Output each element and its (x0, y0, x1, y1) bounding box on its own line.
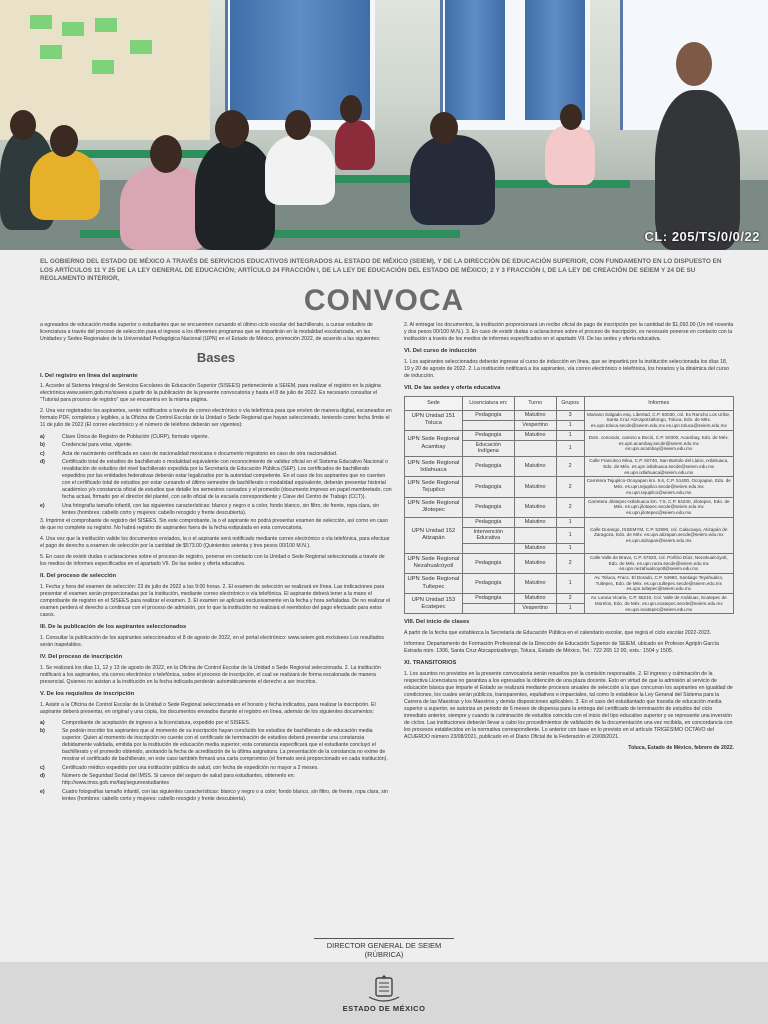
list-item (40, 765, 392, 772)
sede-cell: UPN Unidad 152 Atizapán (405, 517, 463, 553)
section-heading: I. Del registro en línea del aspirante (40, 372, 138, 379)
table-header-row (405, 396, 734, 410)
licenciatura-cell: Pedagogía (462, 457, 514, 477)
student-head (215, 110, 249, 148)
licenciatura-cell: Pedagogía (462, 477, 514, 497)
column-header: Turno (514, 396, 556, 410)
photo-code: CL: 205/TS/0/0/22 (644, 229, 760, 244)
signature-block (0, 938, 768, 959)
licenciatura-cell: Pedagogía (462, 497, 514, 517)
turno-cell: Matutino (514, 410, 556, 420)
list-key: e) (40, 502, 45, 509)
wall-poster (95, 18, 117, 32)
section-heading: III. De la publicación de los aspirantes seleccionados (40, 624, 187, 631)
paragraph: 1. Acceder al Sistema Integral de Servicios Escolares de Educación Superior (SISEES) perteneciente a SEIEM, para realizar el registro en la página electrónica www.seiem.gob.mx/sisees a partir de la publicación de la presente convocatoria y hasta el 8 de julio de 2022. Es necesario consultar el "Tutorial para proceso de registro" que se encuentra en la misma página. (40, 383, 381, 404)
list-item (40, 720, 392, 727)
list-item (40, 728, 392, 763)
section-heading: XI. TRANSITORIOS (404, 660, 457, 667)
page-title: CONVOCA (303, 284, 465, 317)
column-header: Informes (584, 396, 733, 410)
student (195, 140, 275, 250)
licenciatura-cell (462, 544, 514, 554)
list-key: b) (40, 728, 45, 735)
licenciatura-cell: Pedagogía (462, 573, 514, 593)
paragraph: A partir de la fecha que establezca la Secretaría de Educación Pública en el calendario escolar, que regirá el ciclo escolar 2022-2023. (404, 630, 712, 637)
window-curtain (445, 0, 505, 120)
sede-cell: UPN Sede Regional Jilotepec (405, 497, 463, 517)
wall-poster (130, 40, 152, 54)
list-key: d) (40, 459, 45, 466)
sede-cell: UPN Sede Regional Nezahualcóyotl (405, 553, 463, 573)
list-item (40, 442, 392, 449)
informes-cell: Calle Francisco Mina, C.P. 50740, San Bartolo del Llano, Ixtlahuaca, Edo. de Méx. es.upn.ixtlahuaca.secde@seiem.edu.mx es.upn.ixtlahuaca@seiem.edu.mx (584, 457, 733, 477)
student (545, 125, 595, 185)
table-row (405, 594, 734, 604)
informes-cell: Calle Valle de Bravo, C.P. 57520, col. Porfirio Díaz, Nezahualcóyotl, Edo. de Méx. es.upn.neza.secde@seiem.edu.mx es.upn.nezahualcoyotl@seiem.edu.mx (584, 553, 733, 573)
licenciatura-cell (462, 604, 514, 614)
list-item (40, 459, 392, 501)
intro-paragraph: EL GOBIERNO DEL ESTADO DE MÉXICO A TRAVÉS DE SERVICIOS EDUCATIVOS INTEGRADOS AL ESTADO DE MÉXICO (SEIEM), Y DE LA DIRECCIÓN DE EDUCACIÓN SUPERIOR, CON FUNDAMENTO EN LO DISPUESTO EN LOS ARTÍCULOS 11 Y 25 DE LA LEY GENERAL DE EDUCACIÓN; ARTÍCULO 24 FRACCIÓN I, DE LA LEY DE EDUCACIÓN DEL ESTADO DE MÉXICO; 2 Y 3 FRACCIÓN I, DE LA LEY DE CREACIÓN DE SEIEM Y 24 DE SU REGLAMENTO INTERIOR, (40, 258, 722, 283)
lead-paragraph: a egresados de educación media superior o estudiantes que se encuentren cursando el último ciclo escolar del bachillerato, a cursar estudios de licenciatura a través del proceso de selección para el ingreso a los diferentes programas que se impartirán en la modalidad escolarizada, en las Unidades y Sedes Regionales de la Universidad Pedagógica Nacional (UPN) en el Estado de México, promoción 2022, de acuerdo a las siguientes: (40, 322, 381, 343)
wall-poster (92, 60, 114, 74)
turno-cell: Vespertino (514, 604, 556, 614)
licenciatura-cell (462, 420, 514, 430)
student (30, 150, 100, 220)
grupos-cell: 1 (556, 517, 584, 527)
paragraph: 1. Los aspirantes seleccionados deberán ingresar al curso de inducción en línea, que se impartirá por la institución seleccionada los días 18, 19 y 20 de agosto de 2022. 2. La institución notificará a los aspirantes, vía correo electrónico o telefónica, los horarios y la dinámica del curso de inducción. (404, 358, 729, 379)
grupos-cell: 2 (556, 477, 584, 497)
rubrica-label: (RÚBRICA) (364, 950, 404, 959)
sede-cell: UPN Sede Regional Ixtlahuaca (405, 457, 463, 477)
licenciatura-cell: Educación Indígena (462, 440, 514, 457)
wall-poster (40, 45, 62, 59)
right-column (404, 322, 734, 752)
paragraph: 2. Una vez registrados los aspirantes, serán notificados a través de correo electrónico o vía telefónica para que envíen de manera digital, escaneados en formato PDF, completos y legibles, a la Oficina de Control Escolar de la Unidad o Sede Regional que hayan seleccionado, teniendo como fecha límite el 11 de julio de 2022 (El correo electrónico y el número de teléfono deberán ser vigentes): (40, 408, 392, 429)
list-value: Certificado médico expedido por una institución pública de salud, con fecha de expedición no mayor a 2 meses. (62, 764, 319, 771)
wall-poster (30, 15, 52, 29)
informes-cell: Av. Toluca, Fracc. El Dorado, C.P. 54960, Santiago Teyahualco, Tultepec, Edo. de Méx. es.upn.tultepec.secde@seiem.edu.mx es.upn.tultepec@seiem.edu.mx (584, 573, 733, 593)
turno-cell: Matutino (514, 497, 556, 517)
table-row (405, 410, 734, 420)
table-row (405, 553, 734, 573)
grupos-cell: 2 (556, 594, 584, 604)
table-row (405, 430, 734, 440)
table-row (405, 477, 734, 497)
student-head (285, 110, 311, 140)
classroom-photo (0, 0, 768, 250)
list-value: Certificado total de estudios de bachillerato o modalidad equivalente con reconocimiento de validez oficial en el Sistema Educativo Nacional o revalidación de estudios del nivel bachillerato expedida por la Secretaría de Educación Pública (SEP). Los certificados de bachillerato expedidos por las entidades federativas deberán estar legalizados por la autoridad competente. En el caso de los aspirantes que no cuenten con el certificado total de estudios por estar cursando el último semestre de bachillerato o modalidad equivalente, deberán presentar historial académico y/o constancia oficial de estudios que detalle los semestres cursados y el promedio (documento impreso en papel membretado, con fecha actual, firmado por el director del plantel, con sello oficial de la escuela correspondiente y Clave del Centro de Trabajo (CCT)). (62, 459, 392, 501)
list-item (40, 503, 392, 517)
sedes-table (404, 396, 734, 615)
list-value: Clave Única de Registro de Población (CURP), formato vigente. (62, 433, 210, 440)
grupos-cell: 3 (556, 410, 584, 420)
list-key: c) (40, 764, 45, 771)
informes-cell: Mariano Salgado esq. Libertad, C.P. 50030, col. Ex Rancho Los Uribe, Santa Cruz Atzcapotzaltongo, Toluca, Edo. de Méx. es.upn.toluca.secde@seiem.edu.mx es.upn.toluca@seiem.edu.mx (584, 410, 733, 430)
turno-cell: Matutino (514, 517, 556, 527)
list-value: Una fotografía tamaño infantil, con las siguientes características: blanco y negro o a color, fondo blanco, sin filtro, de frente, ropa clara, sin lentes (hombres: cabello corto y mujeres: cabello recogido y frente descubierta). (62, 502, 380, 516)
turno-cell: Matutino (514, 477, 556, 497)
paragraph: 1. Consultar la publicación de los aspirantes seleccionados el 8 de agosto de 2022, en el portal electrónico: www.seiem.gob.mx/sisees Los resultados serán inapelables. (40, 634, 385, 648)
licenciatura-cell: Pedagogía (462, 553, 514, 573)
informes-cell: Carretera Tejupilco-Ocoyapan km. 5.6, C.P. 51400, Ocoyapan, Edo. de Méx. es.upn.tejupilco.secde@seiem.edu.mx es.upn.tejupilco@seiem.edu.mx (584, 477, 733, 497)
paragraph: 1. Se realizará los días 11, 12 y 13 de agosto de 2022, en la Oficina de Control Escolar de la Unidad o Sede Regional seleccionada. 2. La institución notificará a los aspirantes, vía correo electrónico o telefónica, sobre el proceso de inscripción, el cual se realizará de forma escalonada de manera presencial. Quienes no asistan a la institución en la fecha indicada perderán automáticamente el derecho a ser inscritos. (40, 664, 381, 685)
bases-heading: Bases (196, 350, 236, 366)
informes-paragraph: Informes: Departamento de Formación Profesional de la Dirección de Educación Superior de SEIEM, ubicado en Profesor Agripín García Estrada núm. 1306, Santa Cruz Atzcapotzaltongo, Toluca, Estado de México, Tel.: 722 265 12 00, exts.: 1504 y 1505. (404, 641, 719, 655)
section-heading: VIII. Del inicio de clases (404, 619, 470, 626)
list-key: d) (40, 773, 45, 780)
sede-cell: UPN Unidad 151 Toluca (405, 410, 463, 430)
licenciatura-cell: Pedagogía (462, 410, 514, 420)
list-item (40, 434, 392, 441)
list-key: c) (40, 450, 45, 457)
informes-cell: Carretera Jilotepec-Ixtlahuaca km. 7.5, C.P. 54240, Jilotepec, Edo. de Méx. es.upn.jilotepec.secde@seiem.edu.mx es.upn.jilotepec@seiem.edu.mx (584, 497, 733, 517)
turno-cell (514, 440, 556, 457)
estado-de-mexico-crest-icon (365, 975, 403, 1003)
student-head (560, 104, 582, 130)
table-row (405, 517, 734, 527)
section-heading: II. Del proceso de selección (40, 573, 117, 580)
grupos-cell: 2 (556, 497, 584, 517)
place-date: Toluca, Estado de México, febrero de 2022. (628, 745, 734, 752)
paragraph: 2. Al entregar los documentos, la institución proporcionará un recibo oficial de pago de inscripción por la cantidad de $1,092.00 (Un mil noventa y dos pesos 00/100 M.N.). 3. En caso de existir dudas o aclaraciones sobre el proceso de inscripción, es necesario ponerse en contacto con la institución a través de los medios de informes especificados en el apartado VII. De las sedes y oferta educativa. (404, 322, 734, 343)
section-heading: VI. Del curso de inducción (404, 348, 477, 355)
grupos-cell: 1 (556, 440, 584, 457)
grupos-cell: 1 (556, 604, 584, 614)
student-head (150, 135, 182, 173)
turno-cell: Matutino (514, 573, 556, 593)
table-row (405, 497, 734, 517)
window-curtain (525, 0, 585, 120)
inscription-list (40, 720, 392, 803)
table-row (405, 573, 734, 593)
student (335, 120, 375, 170)
sede-cell: UPN Sede Regional Acambay (405, 430, 463, 456)
licenciatura-cell: Intervención Educativa (462, 527, 514, 544)
list-value: Credencial para votar, vigente. (62, 442, 133, 449)
estado-de-mexico-label: ESTADO DE MÉXICO (342, 1004, 426, 1013)
informes-cell: Av. Leona Vicario, C.P. 55210, Col. Valle de Anáhuac, Ecatepec de Morelos, Edo. de Méx. es.upn.ecatepec.secde@seiem.edu.mx es.upn.ecatepec@seiem.edu.mx (584, 594, 733, 614)
grupos-cell: 2 (556, 553, 584, 573)
list-value: Se podrán inscribir los aspirantes que al momento de su inscripción hayan concluido los estudios de bachillerato o de educación media superior. Quien al momento de inscripción no cuente con el certificado de terminación de estudios deberá presentar una constancia debidamente validada, emitida por la institución de educación media superior; esta constancia especificará que el estudiante concluyó el bachillerato y el promedio obtenido, anotando la fecha de acreditación de la última asignatura. La presentación de la constancia no exime de mostrar el certificado de bachillerato, en este caso también firmará una carta compromiso (el formato será proporcionado en cada institución). (62, 728, 388, 763)
student-head (50, 125, 78, 157)
director-title: DIRECTOR GENERAL DE SEIEM (326, 941, 442, 950)
grupos-cell: 1 (556, 527, 584, 544)
paragraph: 5. En caso de existir dudas o aclaraciones sobre el proceso de registro, ponerse en contacto con la Unidad o Sede Regional seleccionada a través de los medios de informes especificados en el apartado VII. De las sedes y oferta educativa. (40, 554, 385, 568)
paragraph: 3. Imprimir el comprobante de registro del SISEES. Sin este comprobante, la o el aspirante no podrá presentar examen de selección, así como en caso de que no complete su registro. No habrá registro de aspirantes fuera de la fecha estipulada en esta convocatoria. (40, 518, 389, 532)
list-value: Acta de nacimiento certificada en caso de nacionalidad mexicana o documento migratorio en caso de otra nacionalidad. (62, 450, 338, 457)
turno-cell: Vespertino (514, 420, 556, 430)
student-head (10, 110, 36, 140)
list-key: a) (40, 433, 45, 440)
paragraph: 1. Fecha y hora del examen de selección: 23 de julio de 2022 a las 9:00 horas. 2. El examen de selección se realizará en línea. Las indicaciones para presentar el examen serán proporcionadas por la institución, mediante correo electrónico o vía telefónica. El aspirante deberá tener a la mano el comprobante de registro en el SISEES para realizar el examen. 3. El examen se aplicará exclusivamente en la fecha y hora señaladas. De no realizar el examen perderá el derecho a continuar con el proceso de admisión, por lo que la institución no realizará el reembolso del pago efectuado para estos casos. (40, 584, 391, 619)
teacher (655, 90, 740, 250)
paragraph: 4. Una vez que la institución valide los documentos enviados, la o el aspirante será notificado mediante correo electrónico o vía telefónica, para efectuar el pago de derecho a examen de selección por la cantidad de $573.00 (Quinientos setenta y tres pesos 00/100 M.N.). (40, 536, 390, 550)
informes-cell: Dom. conocido, camino a Boció, C.P. 50300, Acambay, Edo. de Méx. es.upn.acambay.secde@seiem.edu.mx es.upn.acambay@seiem.edu.mx (584, 430, 733, 456)
grupos-cell: 2 (556, 457, 584, 477)
column-header: Sede (405, 396, 463, 410)
turno-cell: Matutino (514, 544, 556, 554)
turno-cell: Matutino (514, 553, 556, 573)
requirements-list (40, 434, 392, 517)
sede-cell: UPN Sede Regional Tultepec (405, 573, 463, 593)
sede-cell: UPN Sede Regional Tejupilco (405, 477, 463, 497)
licenciatura-cell: Pedagogía (462, 517, 514, 527)
table-row (405, 457, 734, 477)
section-heading: IV. Del proceso de inscripción (40, 654, 123, 660)
grupos-cell: 1 (556, 573, 584, 593)
grupos-cell: 1 (556, 420, 584, 430)
list-item (40, 773, 392, 787)
turno-cell: Matutino (514, 457, 556, 477)
student (410, 135, 495, 225)
student-head (430, 112, 458, 144)
wall-poster (62, 22, 84, 36)
list-value: Cuatro fotografías tamaño infantil, con las siguientes características: blanco y negro o a color, fondo blanco, sin filtro, de frente, ropa clara, sin lentes (hombres: cabello corto y mujeres: cabello recogido y frente descubierta). (62, 788, 388, 802)
list-item (40, 789, 392, 803)
student-head (340, 95, 362, 123)
column-header: Licenciatura en: (462, 396, 514, 410)
paragraph: 1. Los asuntos no previstos en la presente convocatoria serán resueltos por la comisión responsable. 2. El ingreso y culminación de la respectiva Licenciatura no garantiza a los egresados la obtención de una plaza docente. Esto en virtud de que la admisión al servicio de educación básica que imparte el Estado se realizará mediante procesos anuales de selección a la que concurran los aspirantes en igualdad de condiciones, los cuales serán públicos, transparentes, equitativos e imparciales, tal como lo establece la Ley General del Sistema para la Carrera de las Maestras y los Maestros y demás disposiciones aplicables. 3. En el caso del estudiantado que transita de educación media superior a superior, se autoriza un periodo de 6 meses de dispensa para la entrega del certificado de terminación de estudios del ciclo inmediato anterior, siempre y cuando la culminación de estudios coincida con el inicio del tipo educativo superior y se represente una inversión de ciclos. Las instituciones deberán llevar a cabo los procedimientos de validación de la documentación una vez recibida, en concordancia con los procesos establecidos en la normativa correspondiente. Lo anterior con base en lo previsto en el artículo TRIGÉSIMO OCTAVO del ACUERDO número 23/08/2021, publicado en el Diario Oficial de la Federación el 20/08/2021. (404, 671, 733, 741)
sede-cell: UPN Unidad 153 Ecatepec (405, 594, 463, 614)
column-header: Grupos (556, 396, 584, 410)
teacher-head (676, 42, 712, 86)
list-value: Número de Seguridad Social del IMSS. Si carece del seguro de salud para estudiantes, obtenerlo en: http://www.imss.gob.mx/faq/seguroestudiantes (62, 773, 296, 787)
left-column (40, 322, 392, 804)
turno-cell: Matutino (514, 594, 556, 604)
section-heading: V. De los requisitos de inscripción (40, 690, 135, 697)
licenciatura-cell: Pedagogía (462, 430, 514, 440)
turno-cell (514, 527, 556, 544)
paragraph: 1. Asistir a la Oficina de Control Escolar de la Unidad o Sede Regional seleccionada en el horario y fecha indicados, para realizar la inscripción. El aspirante deberá presentar, en original y una copia, los documentos enviados durante el registro en línea, además de los siguientes documentos: (40, 701, 376, 715)
list-key: e) (40, 788, 45, 795)
grupos-cell: 1 (556, 544, 584, 554)
list-item (40, 451, 392, 458)
grupos-cell: 1 (556, 430, 584, 440)
turno-cell: Matutino (514, 430, 556, 440)
list-key: a) (40, 719, 45, 726)
licenciatura-cell: Pedagogía (462, 594, 514, 604)
signature-line (314, 938, 454, 939)
table-body (405, 410, 734, 614)
informes-cell: Calle Durango, ISSEMYM, C.P. 52990, col. Calacoaya, Atizapán de Zaragoza, Edo. de Méx. es.upn.atizapan.secde@seiem.edu.mx es.upn.atizapan@seiem.edu.mx (584, 517, 733, 553)
student (265, 135, 335, 205)
list-value: Comprobante de aceptación de ingreso a la licenciatura, expedido por el SISEES. (62, 719, 251, 726)
section-heading: VII. De las sedes y oferta educativa (404, 384, 501, 391)
list-key: b) (40, 442, 45, 449)
